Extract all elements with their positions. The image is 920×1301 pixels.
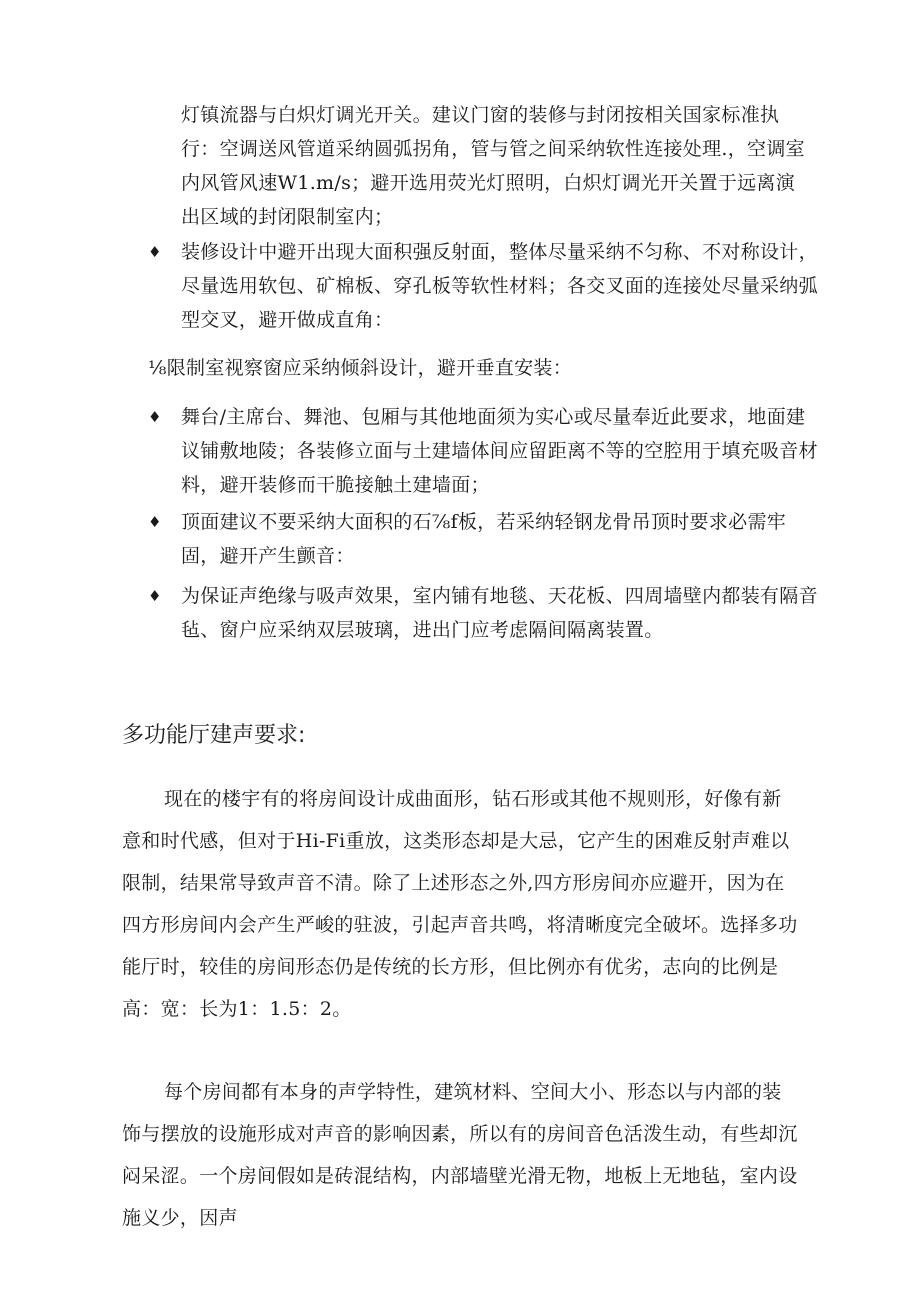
- bullet-item: 装修设计中避开出现大面积强反射面，整体尽量采纳不匀称、不对称设计，尽量选用软包、矿棉板、穿孔板等软性材料；各交叉面的连接处尽量采纳弧型交叉，避开做成直角：: [181, 241, 818, 331]
- continuation-paragraph: 灯镇流器与白炽灯调光开关。建议门窗的装修与封闭按相关国家标准执行：空调送风管道采纳圆弧拐角，管与管之间采纳软性连接处理.，空调室内风管风速W1.m/s；避开选用荧光灯照明，白炽灯调光开关置于远离演出区域的封闭限制室内；: [181, 104, 805, 228]
- bullet-item: 为保证声绝缘与吸声效果，室内铺有地毯、天花板、四周墙壁内都装有隔音毡、窗户应采纳双层玻璃，进出门应考虑隔间隔离装置。: [181, 585, 818, 641]
- bullet-diamond-icon: ♦: [148, 243, 162, 261]
- bullet-item: 舞台/主席台、舞池、包厢与其他地面须为实心或尽量奉近此要求，地面建议铺敷地陵；各装修立面与土建墙体间应留距离不等的空腔用于填充吸音材料，避开装修而干脆接触土建墙面；: [181, 406, 818, 496]
- bullet-item: 顶面建议不要采纳大面积的石⅞f板，若采纳轻钢龙骨吊顶时要求必需牢固，避开产生颤音：: [181, 511, 787, 567]
- bullet-diamond-icon: ♦: [148, 408, 162, 426]
- body-paragraph: 每个房间都有本身的声学特性，建筑材料、空间大小、形态以与内部的装饰与摆放的设施形成对声音的影响因素，所以有的房间音色活泼生动，有些却沉闷呆涩。一个房间假如是砖混结构，内部墙壁光滑无物，地板上无地毡，室内设施义少，因声: [122, 1081, 798, 1229]
- bullet-diamond-icon: ♦: [148, 587, 162, 605]
- plain-line: ⅛限制室视察窗应采纳倾斜设计，避开垂直安装：: [148, 357, 573, 379]
- body-paragraph: 现在的楼宇有的将房间设计成曲面形，钻石形或其他不规则形，好像有新意和时代感，但对于Hi-Fi重放，这类形态却是大忌，它产生的困难反射声难以限制，结果常导致声音不清。除了上述形态之外,四方形房间亦应避开，因为在四方形房间内会产生严峻的驻波，引起声音共鸣，将清晰度完全破坏。选择多功能厅时，较佳的房间形态仍是传统的长方形，但比例亦有优劣，志向的比例是高：宽：长为1：1.5：2。: [122, 788, 798, 1020]
- bullet-diamond-icon: ♦: [148, 513, 162, 531]
- section-heading: 多功能厅建声要求:: [122, 723, 306, 748]
